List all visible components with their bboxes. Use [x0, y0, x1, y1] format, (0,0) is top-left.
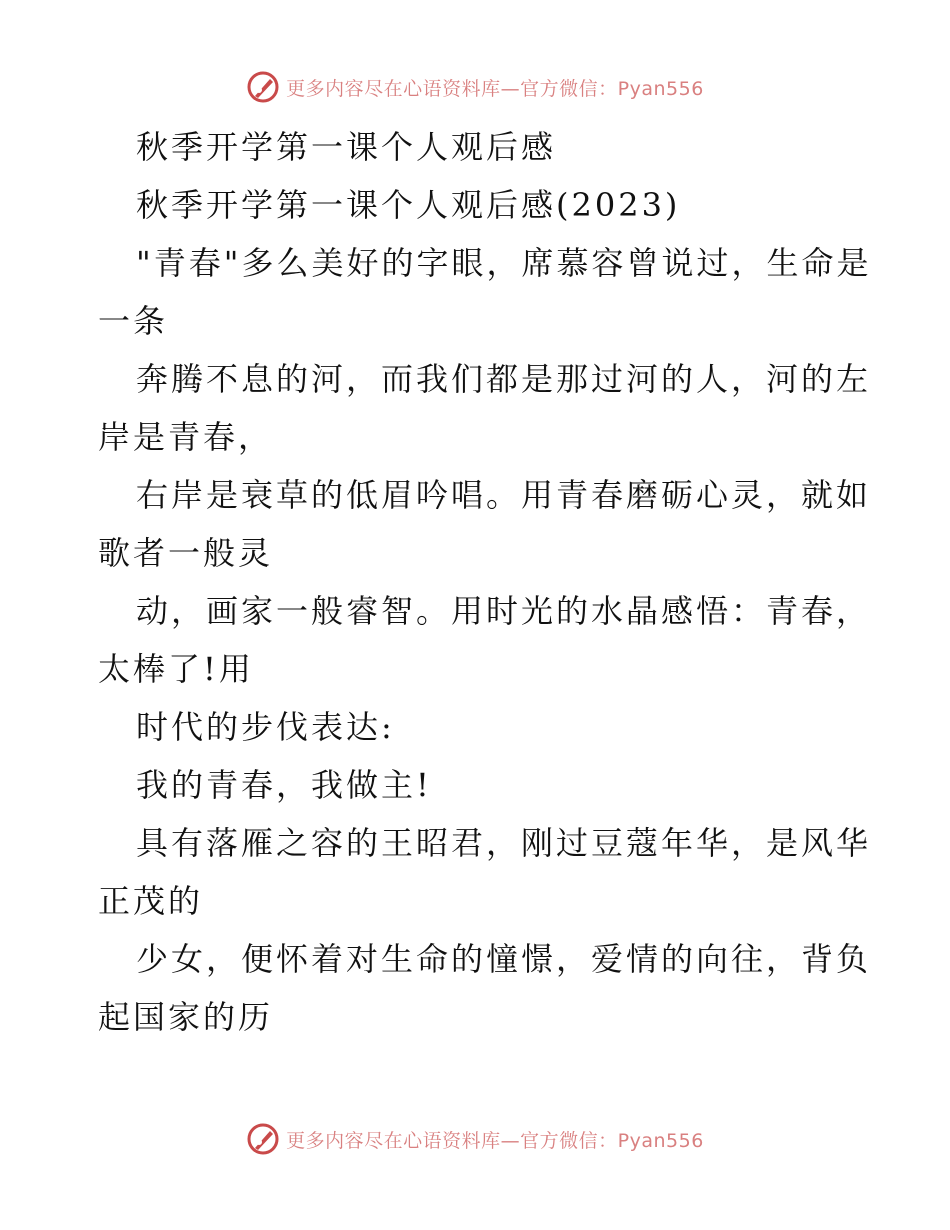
- quill-logo-icon: [246, 70, 280, 104]
- document-body: [98, 118, 872, 1046]
- doc-line: 歌者一般灵: [98, 534, 274, 572]
- header-watermark-text: 更多内容尽在心语资料库—官方微信：Pyan556: [286, 77, 704, 100]
- footer-watermark: [0, 1122, 950, 1156]
- doc-line: 正茂的: [98, 882, 204, 920]
- doc-line: 具有落雁之容的王昭君，刚过豆蔻年华，是风华: [136, 824, 872, 862]
- doc-line: 右岸是衰草的低眉吟唱。用青春磨砺心灵，就如: [136, 476, 872, 514]
- footer-watermark-text: 更多内容尽在心语资料库—官方微信：Pyan556: [286, 1129, 704, 1152]
- header-watermark: [0, 70, 950, 104]
- doc-line: 动，画家一般睿智。用时光的水晶感悟：青春，: [136, 592, 872, 630]
- doc-line: 时代的步伐表达:: [136, 708, 395, 746]
- doc-line: 秋季开学第一课个人观后感(2023): [136, 186, 681, 224]
- doc-line: 秋季开学第一课个人观后感: [136, 128, 557, 166]
- doc-line: 太棒了!用: [98, 650, 254, 688]
- doc-line: 少女，便怀着对生命的憧憬，爱情的向往，背负: [136, 940, 872, 978]
- doc-line: 我的青春，我做主!: [136, 766, 432, 804]
- doc-line: "青春"多么美好的字眼，席慕容曾说过，生命是: [136, 244, 872, 282]
- doc-line: 奔腾不息的河，而我们都是那过河的人，河的左: [136, 360, 872, 398]
- doc-line: 起国家的历: [98, 998, 274, 1036]
- doc-line: 岸是青春，: [98, 418, 274, 456]
- doc-line: 一条: [98, 302, 169, 340]
- quill-logo-icon: [246, 1122, 280, 1156]
